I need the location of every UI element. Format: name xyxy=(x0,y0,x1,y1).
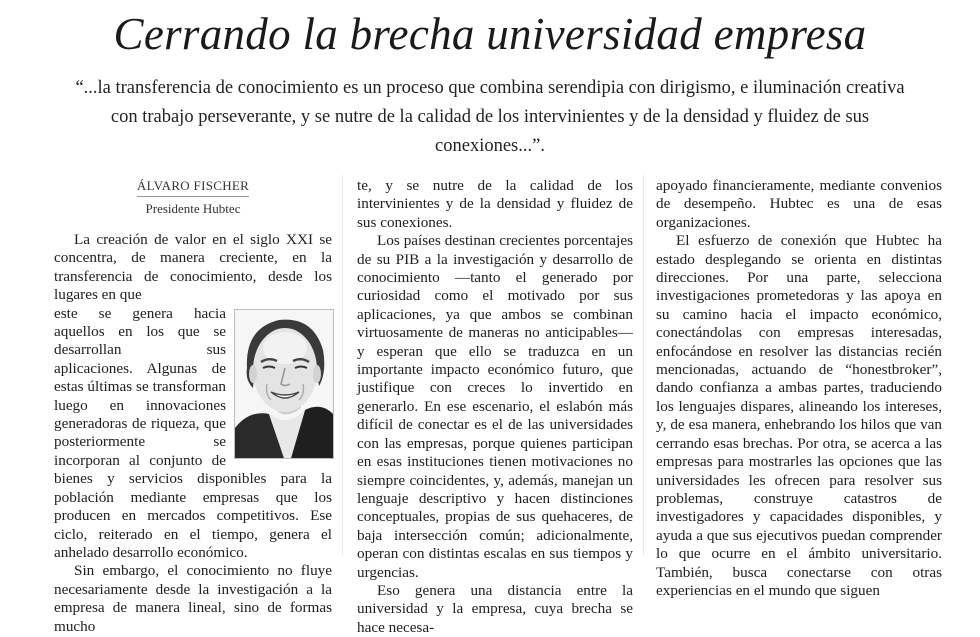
headline: Cerrando la brecha universidad empresa xyxy=(113,9,867,59)
paragraph xyxy=(54,231,332,305)
article-column-3 xyxy=(656,177,942,600)
paragraph: Sin embargo, el conocimiento no fluye necesariamente desde la investigación a la empresa de manera lineal, sino de formas mucho xyxy=(54,562,332,635)
paragraph: Eso genera una distancia entre la universidad y la empresa, cuya brecha se hace necesa- xyxy=(357,581,633,636)
paragraph-continued: este se genera hacia aquellos en los que se desarrollan sus aplicaciones. Algunas de estas últimas se transforman luego en innovaciones generadoras de riqueza, que posteriormente se incorporan al conjunto de bienes y servicios disponibles para la población mediante empresas que los producen en mercados competitivos. Ese ciclo, reiterado en el tiempo, genera el anhelado desarrollo económico. xyxy=(54,304,332,561)
paragraph-text-lead: La creación de valor en el siglo XXI se concentra, de manera creciente, en la transferencia de conocimiento, desde los lugares en que xyxy=(54,231,332,304)
author-role: Presidente Hubtec xyxy=(145,201,241,216)
article-column-1 xyxy=(54,177,332,636)
portrait-icon xyxy=(235,310,333,458)
paragraph-continued: apoyado financieramente, mediante convenios de desempeño. Hubtec es una de esas organizaciones. xyxy=(656,177,942,231)
paragraph-continued: te, y se nutre de la calidad de los intervinientes y de la densidad y fluidez de sus conexiones. xyxy=(357,177,633,231)
column-divider xyxy=(342,175,343,555)
paragraph: El esfuerzo de conexión que Hubtec ha estado desplegando se orienta en distintas direcciones. Por una parte, selecciona investigaciones prometedoras y las apoya en su camino hacia el impacto económico, conectándolas con empresas interesadas, enfocándose en resolver las distancias recién mencionadas, actuando de “honestbroker”, dando confianza a ambas partes, traduciendo los lenguajes dispares, alineando los intereses, y, de esa manera, enhebrando los hilos que van cerrando esas brechas. Por otra, se acerca a las empresas para mostrarles las opciones que las universidades les ofrecen para resolver sus problemas, construye catastros de investigadores y capacidades disponibles, y ayuda a que sus ejecutivos puedan comprender lo que ocurre en el ámbito universitario. También, busca conectarse con otras experiencias en el mundo que siguen xyxy=(656,232,942,599)
article-column-2 xyxy=(357,177,633,637)
author-name: ÁLVARO FISCHER xyxy=(137,177,249,197)
author-photo xyxy=(234,309,334,459)
pull-quote: “...la transferencia de conocimiento es un proceso que combina serendipia con dirigismo, e iluminación creativa con trabajo perseverante, y se nutre de la calidad de los intervinientes y de la densidad y fluidez de sus conexiones...”. xyxy=(75,78,905,156)
column-divider xyxy=(643,175,644,555)
byline xyxy=(54,177,332,219)
paragraph: Los países destinan crecientes porcentajes de su PIB a la investigación y desarrollo de conocimiento —tanto el generado por curiosidad como el motivado por sus aplicaciones, ya que ambos se combinan virtuosamente de maneras no anticipables— y esperan que ello se traduzca en un importante impacto económico futuro, que justifique con creces lo invertido en generarlo. En ese escenario, el eslabón más difícil de conectar es el de las universidades con las empresas, porque quienes participan en esas instituciones tienen motivaciones no siempre coincidentes, y, además, manejan un lenguaje descriptivo y hacen distinciones conceptuales, propias de sus quehaceres, de baja intersección común; adicionalmente, operan con distintas escalas en sus tiempos y urgencias. xyxy=(357,232,633,581)
